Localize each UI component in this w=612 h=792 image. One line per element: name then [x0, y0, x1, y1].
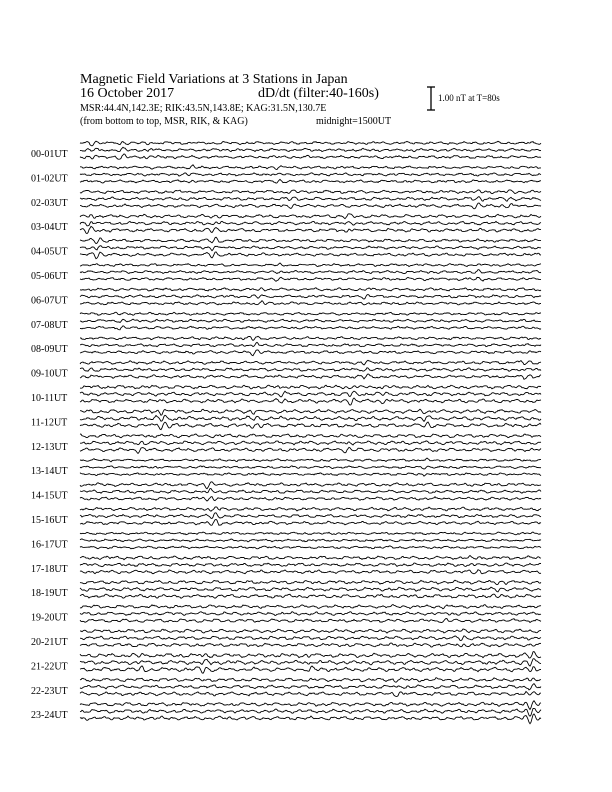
row-label-22-23UT: 22-23UT	[31, 685, 68, 697]
trace-03-04UT-RIK	[80, 221, 541, 225]
chart-filter: dD/dt (filter:40-160s)	[258, 86, 379, 101]
trace-06-07UT-MSR	[80, 301, 541, 305]
trace-09-10UT-RIK	[80, 368, 541, 372]
trace-00-01UT-KAG	[80, 141, 541, 146]
trace-12-13UT-KAG	[80, 434, 541, 438]
trace-19-20UT-RIK	[80, 612, 541, 616]
trace-21-22UT-RIK	[80, 659, 541, 667]
midnight-note: midnight=1500UT	[316, 116, 392, 127]
trace-11-12UT-MSR	[80, 422, 541, 430]
trace-21-22UT-MSR	[80, 666, 541, 673]
trace-02-03UT-MSR	[80, 203, 541, 209]
row-label-16-17UT: 16-17UT	[31, 539, 68, 551]
trace-04-05UT-RIK	[80, 246, 541, 251]
trace-13-14UT-RIK	[80, 466, 541, 469]
trace-07-08UT-MSR	[80, 326, 541, 330]
trace-19-20UT-MSR	[80, 619, 541, 623]
trace-06-07UT-KAG	[80, 288, 541, 291]
row-label-05-06UT: 05-06UT	[31, 271, 68, 282]
trace-08-09UT-MSR	[80, 350, 541, 356]
trace-18-19UT-KAG	[80, 580, 541, 584]
trace-19-20UT-KAG	[80, 605, 541, 609]
trace-14-15UT-RIK	[80, 489, 541, 494]
trace-08-09UT-RIK	[80, 342, 541, 347]
row-label-07-08UT: 07-08UT	[31, 319, 68, 331]
row-label-17-18UT: 17-18UT	[31, 563, 68, 575]
row-label-23-24UT: 23-24UT	[31, 710, 68, 722]
trace-10-11UT-RIK	[80, 391, 541, 397]
trace-02-03UT-RIK	[80, 197, 541, 202]
trace-03-04UT-KAG	[80, 214, 541, 219]
trace-04-05UT-MSR	[80, 252, 541, 259]
trace-05-06UT-RIK	[80, 270, 541, 274]
trace-22-23UT-MSR	[80, 692, 541, 697]
trace-23-24UT-RIK	[80, 708, 541, 716]
trace-22-23UT-KAG	[80, 678, 541, 683]
row-label-03-04UT: 03-04UT	[31, 222, 68, 234]
trace-00-01UT-MSR	[80, 154, 541, 159]
trace-20-21UT-RIK	[80, 636, 541, 641]
scale-bar-label: 1.00 nT at T=80s	[438, 93, 500, 103]
row-label-08-09UT: 08-09UT	[31, 344, 68, 356]
row-label-14-15UT: 14-15UT	[31, 490, 68, 502]
trace-18-19UT-RIK	[80, 587, 541, 592]
trace-22-23UT-RIK	[80, 684, 541, 690]
trace-07-08UT-KAG	[80, 312, 541, 315]
row-label-09-10UT: 09-10UT	[31, 368, 68, 380]
trace-10-11UT-MSR	[80, 398, 541, 405]
row-label-13-14UT: 13-14UT	[31, 466, 68, 478]
row-label-11-12UT: 11-12UT	[31, 417, 68, 429]
row-label-06-07UT: 06-07UT	[31, 295, 68, 307]
trace-13-14UT-MSR	[80, 473, 541, 476]
trace-20-21UT-KAG	[80, 629, 541, 633]
trace-17-18UT-RIK	[80, 563, 541, 567]
row-label-21-22UT: 21-22UT	[31, 661, 68, 673]
trace-16-17UT-KAG	[80, 532, 541, 535]
trace-23-24UT-MSR	[80, 714, 541, 724]
row-label-12-13UT: 12-13UT	[31, 441, 68, 453]
trace-13-14UT-KAG	[80, 458, 541, 462]
trace-07-08UT-RIK	[80, 319, 541, 322]
row-label-20-21UT: 20-21UT	[31, 637, 68, 648]
trace-11-12UT-RIK	[80, 415, 541, 421]
row-label-01-02UT: 01-02UT	[31, 173, 68, 185]
trace-09-10UT-KAG	[80, 360, 541, 365]
trace-14-15UT-KAG	[80, 482, 541, 489]
station-order-note: (from bottom to top, MSR, RIK, & KAG)	[80, 116, 248, 127]
trace-01-02UT-KAG	[80, 165, 541, 170]
trace-05-06UT-KAG	[80, 263, 541, 267]
trace-06-07UT-RIK	[80, 295, 541, 300]
trace-04-05UT-KAG	[80, 237, 541, 243]
trace-03-04UT-MSR	[80, 226, 541, 233]
trace-02-03UT-KAG	[80, 190, 541, 194]
row-label-04-05UT: 04-05UT	[31, 246, 68, 258]
row-label-15-16UT: 15-16UT	[31, 515, 68, 526]
row-label-00-01UT: 00-01UT	[31, 149, 68, 160]
station-coordinates: MSR:44.4N,142.3E; RIK:43.5N,143.8E; KAG:31.5N,130.7E	[80, 103, 327, 114]
trace-15-16UT-MSR	[80, 519, 541, 525]
trace-17-18UT-MSR	[80, 570, 541, 574]
trace-05-06UT-MSR	[80, 277, 541, 281]
trace-18-19UT-MSR	[80, 594, 541, 598]
trace-12-13UT-RIK	[80, 441, 541, 445]
trace-12-13UT-MSR	[80, 447, 541, 453]
trace-00-01UT-RIK	[80, 147, 541, 151]
trace-10-11UT-KAG	[80, 385, 541, 389]
trace-11-12UT-KAG	[80, 409, 541, 415]
trace-14-15UT-MSR	[80, 497, 541, 501]
trace-15-16UT-RIK	[80, 513, 541, 519]
row-label-10-11UT: 10-11UT	[31, 393, 68, 404]
trace-09-10UT-MSR	[80, 374, 541, 379]
trace-23-24UT-KAG	[80, 701, 541, 710]
trace-08-09UT-KAG	[80, 336, 541, 340]
trace-01-02UT-RIK	[80, 173, 541, 176]
chart-date: 16 October 2017	[80, 86, 175, 101]
trace-16-17UT-RIK	[80, 539, 541, 542]
trace-01-02UT-MSR	[80, 179, 541, 183]
row-label-19-20UT: 19-20UT	[31, 612, 68, 624]
trace-21-22UT-KAG	[80, 652, 541, 659]
trace-17-18UT-KAG	[80, 556, 541, 560]
trace-15-16UT-KAG	[80, 507, 541, 511]
trace-16-17UT-MSR	[80, 546, 541, 549]
row-label-18-19UT: 18-19UT	[31, 588, 68, 600]
chart-title: Magnetic Field Variations at 3 Stations in Japan	[80, 72, 348, 87]
row-label-02-03UT: 02-03UT	[31, 197, 68, 209]
trace-20-21UT-MSR	[80, 643, 541, 647]
